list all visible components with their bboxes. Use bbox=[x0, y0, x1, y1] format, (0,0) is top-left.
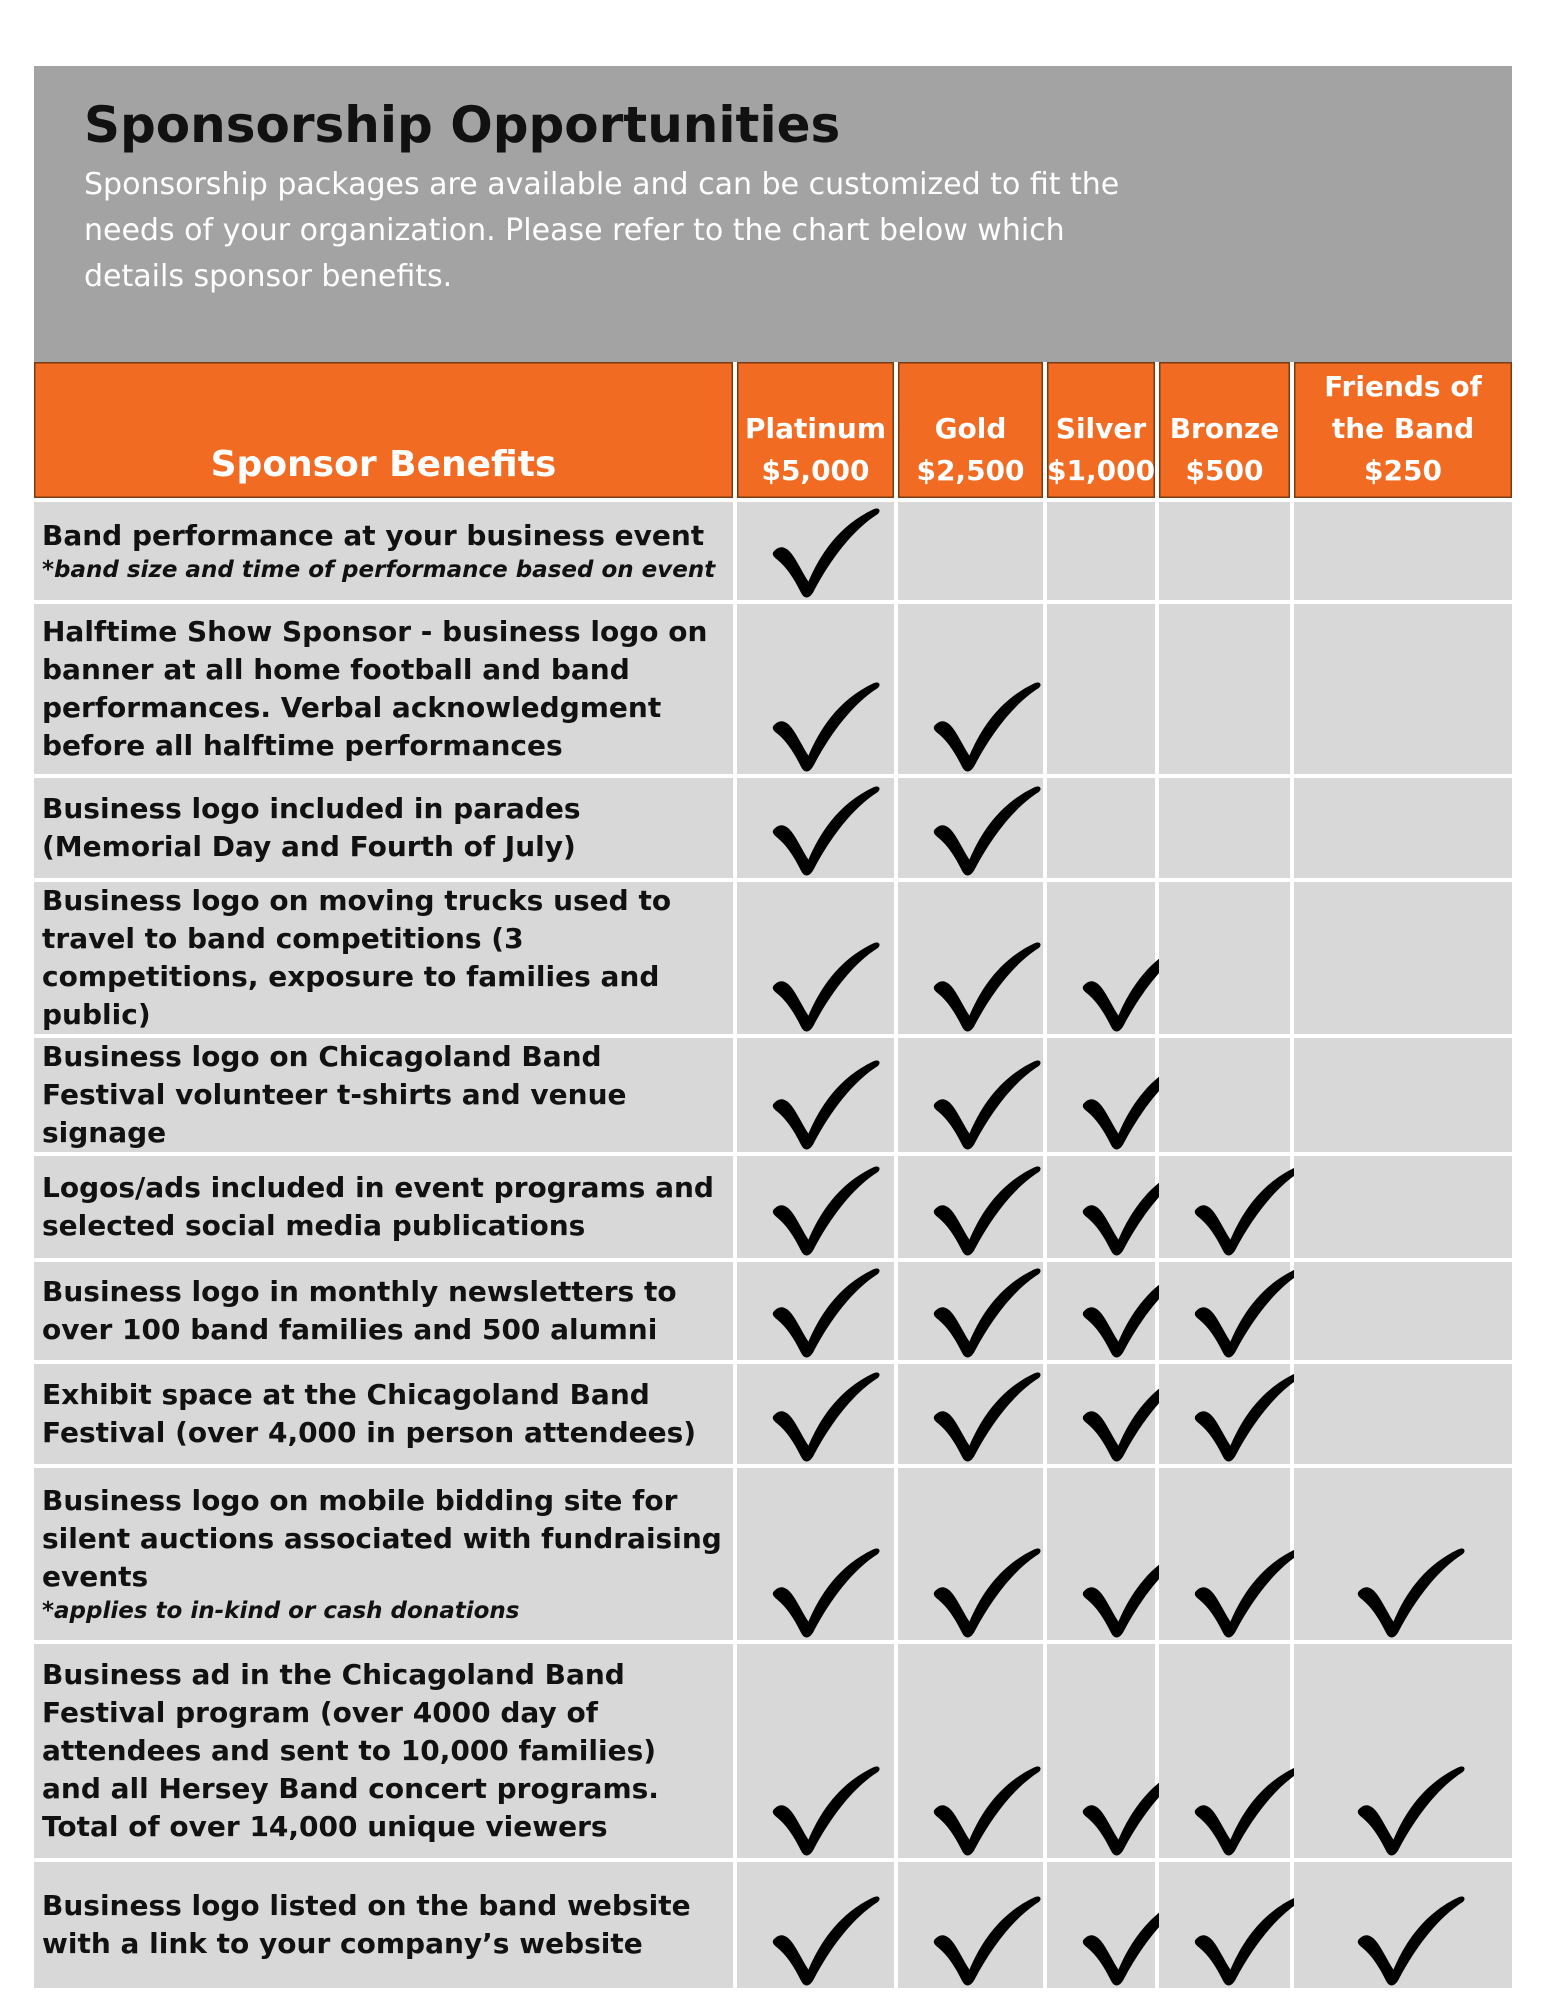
tier-cell bbox=[737, 1468, 898, 1644]
tier-cell bbox=[898, 604, 1047, 778]
tier-cell bbox=[737, 1156, 898, 1262]
tier-cell bbox=[898, 1364, 1047, 1468]
checkmark-icon bbox=[928, 1366, 1046, 1466]
tier-cell bbox=[737, 604, 898, 778]
benefit-text: Business logo on mobile bidding site for silent auctions associated with fundraising events bbox=[42, 1484, 722, 1593]
benefit-text: Exhibit space at the Chicagoland Band Festival (over 4,000 in person attendees) bbox=[42, 1378, 697, 1449]
tier-cell bbox=[898, 502, 1047, 604]
tier-cell bbox=[1294, 1644, 1512, 1862]
sponsorship-sheet bbox=[34, 66, 1512, 1992]
tier-name: Bronze bbox=[1169, 412, 1280, 445]
table-header-row bbox=[34, 362, 1512, 502]
benefit-text: Business logo in monthly newsletters to over 100 band families and 500 alumni bbox=[42, 1275, 677, 1346]
tier-amount: $2,500 bbox=[916, 454, 1025, 487]
tier-cell bbox=[1294, 1156, 1512, 1262]
tier-cell bbox=[1047, 1262, 1159, 1364]
sponsor-benefits-table bbox=[34, 362, 1512, 1992]
tier-cell bbox=[1159, 882, 1294, 1038]
checkmark-icon bbox=[767, 780, 885, 880]
benefit-text: Logos/ads included in event programs and selected social media publications bbox=[42, 1171, 714, 1242]
tier-cell bbox=[1294, 604, 1512, 778]
tier-amount: $1,000 bbox=[1047, 454, 1156, 487]
table-row bbox=[34, 502, 1512, 604]
page-title: Sponsorship Opportunities bbox=[84, 96, 841, 154]
tier-cell bbox=[737, 1644, 898, 1862]
checkmark-icon bbox=[767, 502, 885, 602]
tier-cell bbox=[1159, 1644, 1294, 1862]
table-row bbox=[34, 1364, 1512, 1468]
tier-cell bbox=[1047, 1644, 1159, 1862]
tier-cell bbox=[1294, 1364, 1512, 1468]
tier-header-gold bbox=[898, 362, 1047, 502]
tier-cell bbox=[1159, 502, 1294, 604]
table-row bbox=[34, 1156, 1512, 1262]
tier-cell bbox=[1159, 604, 1294, 778]
tier-cell bbox=[1159, 1038, 1294, 1156]
checkmark-icon bbox=[1189, 1262, 1307, 1362]
checkmark-icon bbox=[928, 676, 1046, 776]
tier-name: Silver bbox=[1055, 412, 1147, 445]
tier-cell bbox=[737, 1364, 898, 1468]
tier-name: Friends of the Band bbox=[1324, 370, 1482, 445]
benefit-description bbox=[34, 1038, 737, 1156]
checkmark-icon bbox=[1352, 1890, 1470, 1990]
tier-cell bbox=[1047, 1862, 1159, 1992]
benefit-note: *applies to in-kind or cash donations bbox=[42, 1598, 520, 1624]
benefit-text: Halftime Show Sponsor - business logo on banner at all home football and band performances. Verbal acknowledgment before all halftime performances bbox=[42, 615, 708, 762]
checkmark-icon bbox=[928, 936, 1046, 1036]
checkmark-icon bbox=[928, 1760, 1046, 1860]
tier-cell bbox=[1047, 1468, 1159, 1644]
tier-cell bbox=[1294, 882, 1512, 1038]
tier-amount: $500 bbox=[1185, 454, 1264, 487]
intro-description: Sponsorship packages are available and can be customized to fit the needs of your organization. Please refer to the chart below which details sponsor benefits. bbox=[84, 167, 1120, 294]
table-row bbox=[34, 1644, 1512, 1862]
checkmark-icon bbox=[1189, 1542, 1307, 1642]
tier-cell bbox=[1047, 502, 1159, 604]
table-row bbox=[34, 1468, 1512, 1644]
checkmark-icon bbox=[767, 1890, 885, 1990]
benefit-description bbox=[34, 1262, 737, 1364]
sponsor-benefits-header: Sponsor Benefits bbox=[34, 362, 737, 502]
tier-cell bbox=[1159, 1156, 1294, 1262]
benefit-text: Business logo on Chicagoland Band Festival volunteer t-shirts and venue signage bbox=[42, 1040, 627, 1149]
tier-cell bbox=[898, 1038, 1047, 1156]
checkmark-icon bbox=[928, 1262, 1046, 1362]
tier-cell bbox=[898, 1468, 1047, 1644]
tier-cell bbox=[737, 1038, 898, 1156]
table-row bbox=[34, 778, 1512, 882]
benefit-note: *band size and time of performance based on event bbox=[42, 557, 716, 583]
benefit-description bbox=[34, 778, 737, 882]
benefit-description bbox=[34, 1862, 737, 1992]
checkmark-icon bbox=[1352, 1542, 1470, 1642]
checkmark-icon bbox=[767, 1760, 885, 1860]
tier-cell bbox=[737, 1862, 898, 1992]
tier-cell bbox=[898, 778, 1047, 882]
tier-name: Platinum bbox=[744, 412, 887, 445]
benefit-text: Business ad in the Chicagoland Band Festival program (over 4000 day of attendees and sent to 10,000 families) and all Hersey Band concert programs. Total of over 14,000 unique viewers bbox=[42, 1658, 659, 1843]
tier-cell bbox=[1294, 502, 1512, 604]
tier-cell bbox=[1294, 1862, 1512, 1992]
checkmark-icon bbox=[767, 676, 885, 776]
tier-cell bbox=[898, 1644, 1047, 1862]
checkmark-icon bbox=[1189, 1160, 1307, 1260]
benefit-text: Business logo listed on the band website with a link to your company’s website bbox=[42, 1889, 691, 1960]
tier-cell bbox=[1159, 1862, 1294, 1992]
tier-cell bbox=[1159, 1468, 1294, 1644]
tier-cell bbox=[1047, 1156, 1159, 1262]
benefit-description bbox=[34, 604, 737, 778]
tier-header-friends bbox=[1294, 362, 1512, 502]
checkmark-icon bbox=[767, 1160, 885, 1260]
checkmark-icon bbox=[928, 1054, 1046, 1154]
checkmark-icon bbox=[767, 1542, 885, 1642]
tier-cell bbox=[1047, 882, 1159, 1038]
checkmark-icon bbox=[1189, 1760, 1307, 1860]
tier-amount: $5,000 bbox=[761, 454, 870, 487]
tier-name: Gold bbox=[934, 412, 1007, 445]
benefit-description bbox=[34, 1468, 737, 1644]
checkmark-icon bbox=[1189, 1890, 1307, 1990]
checkmark-icon bbox=[928, 1160, 1046, 1260]
tier-cell bbox=[737, 1262, 898, 1364]
tier-cell bbox=[737, 778, 898, 882]
tier-header-silver bbox=[1047, 362, 1159, 502]
checkmark-icon bbox=[1189, 1366, 1307, 1466]
tier-cell bbox=[737, 502, 898, 604]
tier-cell bbox=[1294, 1468, 1512, 1644]
checkmark-icon bbox=[767, 1262, 885, 1362]
benefit-description bbox=[34, 502, 737, 604]
tier-cell bbox=[1047, 778, 1159, 882]
benefit-description bbox=[34, 1156, 737, 1262]
tier-cell bbox=[1047, 1364, 1159, 1468]
tier-header-platinum bbox=[737, 362, 898, 502]
benefit-description bbox=[34, 1364, 737, 1468]
checkmark-icon bbox=[928, 1890, 1046, 1990]
table-row bbox=[34, 1038, 1512, 1156]
benefit-text: Business logo included in parades (Memorial Day and Fourth of July) bbox=[42, 792, 581, 863]
checkmark-icon bbox=[767, 1054, 885, 1154]
table-row bbox=[34, 1262, 1512, 1364]
tier-cell bbox=[1294, 1038, 1512, 1156]
tier-cell bbox=[1047, 1038, 1159, 1156]
tier-cell bbox=[737, 882, 898, 1038]
benefit-description bbox=[34, 882, 737, 1038]
benefit-text: Band performance at your business event bbox=[42, 519, 705, 552]
tier-cell bbox=[1047, 604, 1159, 778]
tier-cell bbox=[1159, 1364, 1294, 1468]
checkmark-icon bbox=[767, 1366, 885, 1466]
tier-cell bbox=[1294, 778, 1512, 882]
tier-header-bronze bbox=[1159, 362, 1294, 502]
checkmark-icon bbox=[928, 780, 1046, 880]
tier-cell bbox=[898, 1156, 1047, 1262]
table-row bbox=[34, 882, 1512, 1038]
checkmark-icon bbox=[928, 1542, 1046, 1642]
intro-panel bbox=[34, 66, 1512, 362]
benefit-description bbox=[34, 1644, 737, 1862]
checkmark-icon bbox=[767, 936, 885, 1036]
tier-cell bbox=[898, 1862, 1047, 1992]
benefit-rows bbox=[34, 502, 1512, 1992]
checkmark-icon bbox=[1352, 1760, 1470, 1860]
tier-amount: $250 bbox=[1364, 454, 1442, 487]
tier-cell bbox=[898, 882, 1047, 1038]
tier-cell bbox=[1159, 778, 1294, 882]
tier-cell bbox=[1294, 1262, 1512, 1364]
table-row bbox=[34, 1862, 1512, 1992]
tier-cell bbox=[1159, 1262, 1294, 1364]
benefit-text: Business logo on moving trucks used to travel to band competitions (3 competitions, exposure to families and public) bbox=[42, 884, 672, 1031]
table-row bbox=[34, 604, 1512, 778]
tier-cell bbox=[898, 1262, 1047, 1364]
